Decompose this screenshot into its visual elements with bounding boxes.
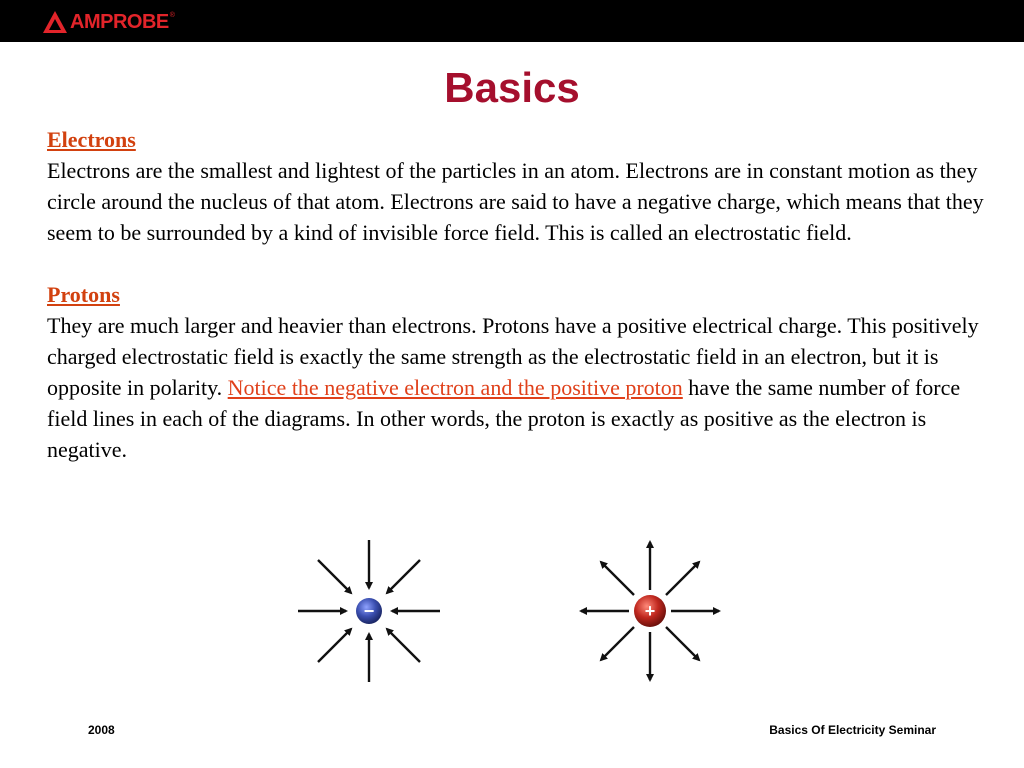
- footer-year: 2008: [88, 723, 115, 737]
- header-bar: [0, 0, 1024, 42]
- notice-link[interactable]: Notice the negative electron and the positive proton: [227, 375, 683, 400]
- trademark-symbol: ®: [169, 12, 175, 19]
- electron-field-diagram: [296, 538, 442, 684]
- footer-seminar-title: Basics Of Electricity Seminar: [769, 723, 936, 737]
- protons-body: [47, 310, 987, 465]
- protons-heading: Protons: [47, 282, 120, 307]
- positive-sign: +: [644, 601, 656, 621]
- slide-content: [47, 124, 987, 465]
- amprobe-logo: [42, 9, 175, 35]
- electrons-heading: Electrons: [47, 127, 136, 152]
- electrons-body: Electrons are the smallest and lightest of the particles in an atom. Electrons are in constant motion as they circle around the nucleus of that atom. Electrons are said to have a negative charge, which means that they seem to be surrounded by a kind of invisible force field. This is called an electrostatic field.: [47, 158, 984, 245]
- protons-body-end: have the same number of force field lines in each of the diagrams. In other words, the proton is exactly as positive as the electron is negative.: [47, 375, 961, 462]
- proton-field-diagram: [577, 538, 723, 684]
- brand-name: AMPROBE: [70, 10, 169, 33]
- page-title: Basics: [444, 64, 580, 111]
- triangle-logo-icon: [42, 10, 68, 34]
- protons-body-start: They are much larger and heavier than electrons. Protons have a positive electrical charge. This positively charged electrostatic field is exactly the same strength as the electrostatic field in an electron, but it is opposite in polarity.: [47, 313, 979, 400]
- negative-sign: −: [363, 601, 375, 621]
